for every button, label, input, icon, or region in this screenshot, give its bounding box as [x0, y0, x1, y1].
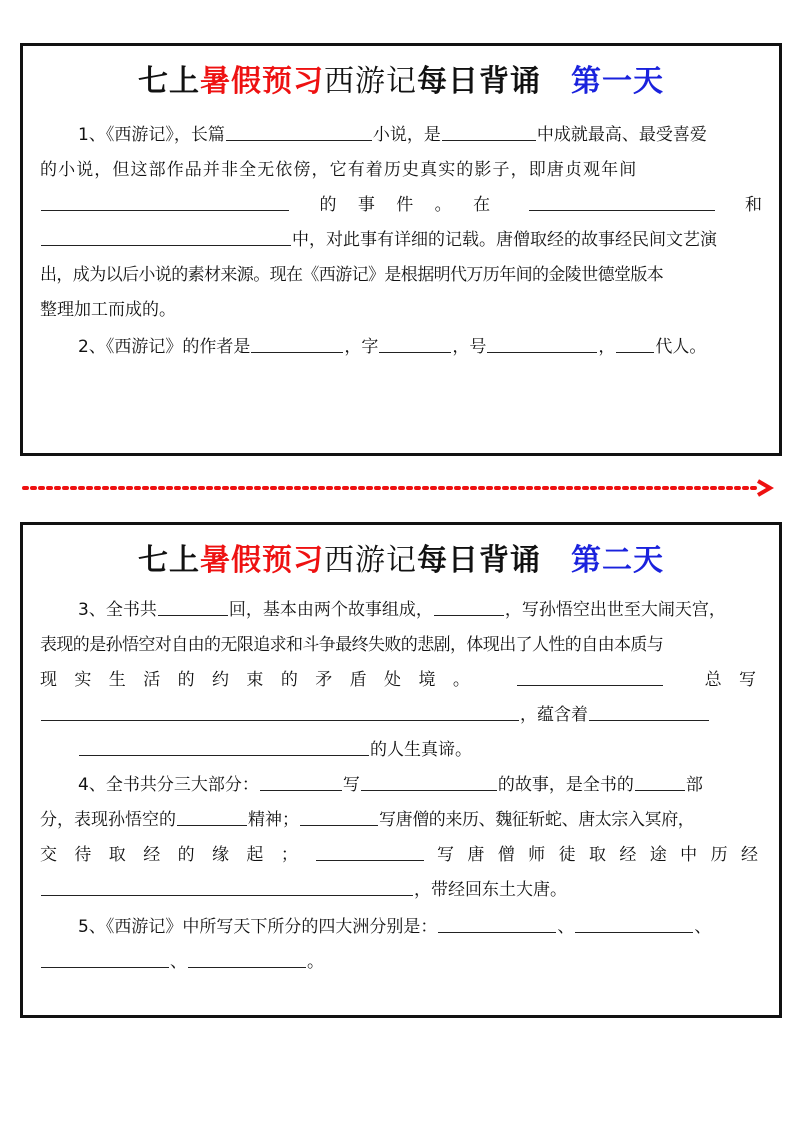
answer-blank[interactable] [41, 188, 289, 211]
q4-text: 精神； [248, 810, 299, 830]
day-label: 第二天 [571, 543, 664, 578]
q3-line [40, 733, 762, 768]
answer-blank[interactable] [41, 945, 169, 968]
q4-text: 部 [685, 775, 703, 795]
q1-text: 的小说，但这部作品并非全无依傍，它有着历史真实的影子，即唐贞观年间 [40, 160, 638, 180]
answer-blank[interactable] [158, 593, 228, 616]
answer-blank[interactable] [487, 330, 597, 353]
answer-blank[interactable] [226, 118, 372, 141]
answer-blank[interactable] [438, 910, 556, 933]
answer-blank[interactable] [434, 593, 504, 616]
q2-line [40, 330, 762, 365]
q1-text: 和 [744, 195, 762, 215]
q4-text: 分，表现孙悟空的 [40, 810, 176, 830]
q4-text: 写 唐 僧 师 徒 取 经 途 中 历 经 [436, 845, 762, 865]
answer-blank[interactable] [177, 803, 247, 826]
q1-text: 的 事 件 。 在 [319, 195, 499, 215]
title-rest: 每日背诵 [417, 543, 541, 578]
q3-text: 回，基本由两个故事组成， [228, 600, 433, 620]
answer-blank[interactable] [529, 188, 715, 211]
q5-end: 。 [307, 952, 324, 972]
q3-text: 的人生真谛。 [370, 740, 472, 760]
answer-blank[interactable] [41, 873, 413, 896]
q3-line [40, 628, 762, 663]
q3-text: ，写孙悟空出世至大闹天宫， [504, 600, 726, 620]
answer-blank[interactable] [41, 223, 291, 246]
answer-blank[interactable] [517, 663, 663, 686]
day2-card [20, 522, 782, 1018]
day1-title [23, 62, 779, 102]
q1-line [40, 258, 762, 293]
title-highlight: 暑假预习 [200, 64, 324, 99]
q1-text: 出，成为以后小说的素材来源。现在《西游记》是根据明代万历年间的金陵世德堂版本 [40, 265, 664, 285]
title-prefix: 七上 [138, 64, 200, 99]
q5-separator: 、 [170, 952, 187, 972]
answer-blank[interactable] [251, 330, 343, 353]
question-2 [40, 330, 762, 365]
answer-blank[interactable] [260, 768, 342, 791]
q4-text: 的故事，是全书的 [497, 775, 634, 795]
day1-card [20, 43, 782, 456]
q3-text: 现 实 生 活 的 约 束 的 矛 盾 处 境 。 [40, 670, 476, 690]
question-5 [40, 910, 762, 980]
question-4 [40, 768, 762, 908]
answer-blank[interactable] [442, 118, 536, 141]
q2-text: ，字 [344, 337, 379, 357]
answer-blank[interactable] [79, 733, 369, 756]
q5-separator: 、 [557, 917, 575, 937]
answer-blank[interactable] [589, 698, 709, 721]
answer-blank[interactable] [41, 698, 519, 721]
q3-text: 总 写 [704, 670, 762, 690]
q1-text: 中成就最高、最受喜爱 [536, 125, 707, 145]
title-highlight: 暑假预习 [200, 543, 324, 578]
answer-blank[interactable] [575, 910, 693, 933]
q4-line [40, 768, 762, 803]
q3-text: ，蕴含着 [520, 705, 588, 725]
q5-line [40, 910, 762, 945]
q5-line [40, 945, 762, 980]
title-book: 西游记 [324, 64, 417, 99]
answer-blank[interactable] [616, 330, 654, 353]
answer-blank[interactable] [316, 838, 424, 861]
q4-line [40, 803, 762, 838]
q2-text: ，号 [452, 337, 487, 357]
q5-text: 5、《西游记》中所写天下所分的四大洲分别是： [78, 917, 438, 937]
q3-line [40, 663, 762, 698]
title-prefix: 七上 [138, 543, 200, 578]
q3-line [40, 698, 762, 733]
q4-text: 写唐僧的来历、魏征斩蛇、唐太宗入冥府， [379, 810, 695, 830]
q4-line [40, 873, 762, 908]
q4-text: 写 [342, 775, 360, 795]
q3-line [40, 593, 762, 628]
q4-text: ，带经回东土大唐。 [414, 880, 567, 900]
dotted-arrow-right-icon [22, 479, 778, 497]
q3-text: 表现的是孙悟空对自由的无限追求和斗争最终失败的悲剧，体现出了人性的自由本质与 [40, 635, 664, 655]
title-book: 西游记 [324, 543, 417, 578]
q1-line [40, 153, 762, 188]
q1-line [40, 293, 762, 328]
question-1 [40, 118, 762, 328]
q2-text: 代人。 [655, 337, 707, 357]
q3-text: 3、全书共 [78, 600, 157, 620]
q2-text: ， [598, 337, 616, 357]
q4-line [40, 838, 762, 873]
q4-text: 4、全书共分三大部分： [78, 775, 259, 795]
q1-line [40, 223, 762, 258]
answer-blank[interactable] [635, 768, 685, 791]
q4-text: 交 待 取 经 的 缘 起 ； [40, 845, 304, 865]
q1-line [40, 118, 762, 153]
answer-blank[interactable] [188, 945, 306, 968]
day-label: 第一天 [571, 64, 664, 99]
answer-blank[interactable] [361, 768, 497, 791]
title-rest: 每日背诵 [417, 64, 541, 99]
q1-line [40, 188, 762, 223]
answer-blank[interactable] [300, 803, 378, 826]
q2-text: 2、《西游记》的作者是 [78, 337, 251, 357]
q1-text: 1、《西游记》，长篇 [78, 125, 225, 145]
q1-text: 中，对此事有详细的记载。唐僧取经的故事经民间文艺演 [292, 230, 717, 250]
answer-blank[interactable] [379, 330, 451, 353]
q5-separator: 、 [694, 917, 712, 937]
q1-text: 小说，是 [372, 125, 441, 145]
q1-text: 整理加工而成的。 [40, 300, 176, 320]
question-3 [40, 593, 762, 768]
day2-title [23, 541, 779, 581]
